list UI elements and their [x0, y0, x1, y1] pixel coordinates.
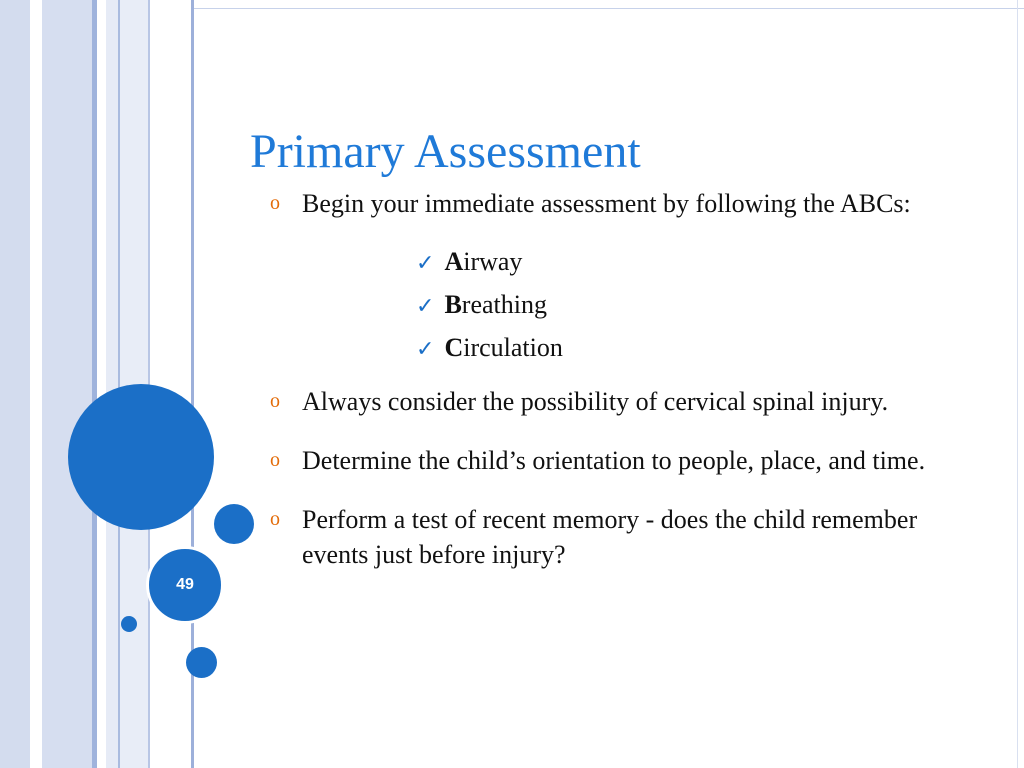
right-border-line	[1017, 0, 1018, 768]
bullet-marker: o	[270, 192, 280, 214]
checklist-item-breathing	[416, 284, 950, 327]
slide-title: Primary Assessment	[250, 125, 641, 179]
decorative-circle-large	[68, 384, 214, 530]
checklist-rest: irculation	[463, 333, 563, 362]
abc-checklist	[416, 241, 950, 370]
slide-number-badge	[146, 546, 224, 624]
top-border-line	[194, 0, 1024, 9]
bullet-marker: o	[270, 390, 280, 412]
checklist-initial: A	[444, 247, 464, 276]
bullet-item	[270, 186, 950, 221]
bullet-marker: o	[270, 508, 280, 530]
decorative-stripe	[0, 0, 30, 768]
decorative-stripe	[42, 0, 92, 768]
checkmark-icon: ✓	[416, 251, 435, 276]
bullet-text: Determine the child’s orientation to people, place, and time.	[302, 446, 926, 475]
bullet-item	[270, 443, 950, 478]
bullet-text: Always consider the possibility of cervical spinal injury.	[302, 387, 889, 416]
bullet-list	[270, 186, 950, 572]
checklist-item-circulation	[416, 327, 950, 370]
checklist-item-airway	[416, 241, 950, 284]
checklist-initial: C	[444, 333, 464, 362]
bullet-text: Perform a test of recent memory - does the child remember events just before injury?	[302, 505, 918, 569]
bullet-marker: o	[270, 449, 280, 471]
slide-number: 49	[176, 576, 194, 593]
decorative-circle-lower	[186, 647, 217, 678]
decorative-stripe	[97, 0, 106, 768]
checklist-rest: irway	[463, 247, 523, 276]
bullet-text: Begin your immediate assessment by following the ABCs:	[302, 189, 911, 218]
checklist-initial: B	[444, 290, 462, 319]
checkmark-icon: ✓	[416, 337, 435, 362]
checkmark-icon: ✓	[416, 294, 435, 319]
bullet-item	[270, 502, 950, 572]
checklist-rest: reathing	[461, 290, 547, 319]
decorative-stripe	[106, 0, 118, 768]
decorative-circle-medium	[214, 504, 254, 544]
decorative-circle-small	[121, 616, 137, 632]
bullet-item	[270, 384, 950, 419]
decorative-stripe	[30, 0, 42, 768]
